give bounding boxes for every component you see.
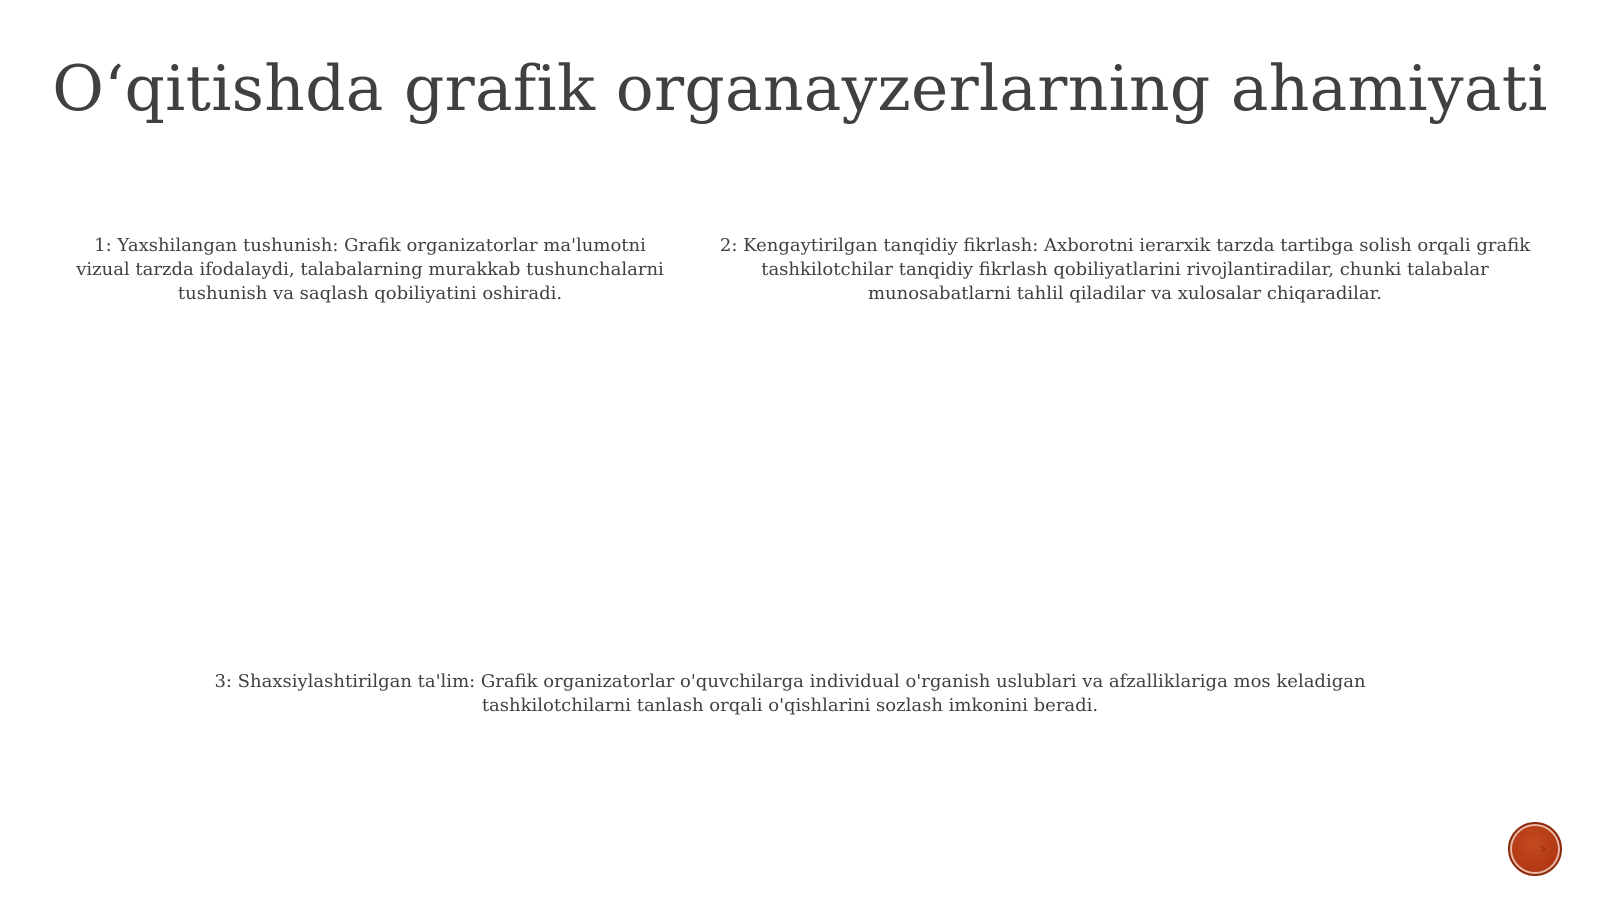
point-1: 1: Yaxshilangan tushunish: Grafik organizatorlar ma'lumotni vizual tarzda ifodalaydi, talabalarning murakkab tushunchalarni tushunish va saqlash qobiliyatini oshiradi. [76, 235, 664, 304]
point-3: 3: Shaxsiylashtirilgan ta'lim: Grafik organizatorlar o'quvchilarga individual o'rganish uslublari va afzalliklariga mos keladigan tashkilotchilarni tanlash orqali o'qishlarini sozlash imkonini beradi. [214, 671, 1366, 716]
point-2: 2: Kengaytirilgan tanqidiy fikrlash: Axborotni ierarxik tarzda tartibga solish orqali grafik tashkilotchilar tanqidiy fikrlash qobiliyatlarini rivojlantiradilar, chunki talabalar munosabatlarni tahlil qiladilar va xulosalar chiqaradilar. [719, 235, 1531, 304]
slide-title: O‘qitishda grafik organayzerlarning ahamiyati [52, 52, 1548, 125]
next-slide-icon [1510, 824, 1560, 874]
next-slide-button[interactable] [1508, 822, 1562, 876]
